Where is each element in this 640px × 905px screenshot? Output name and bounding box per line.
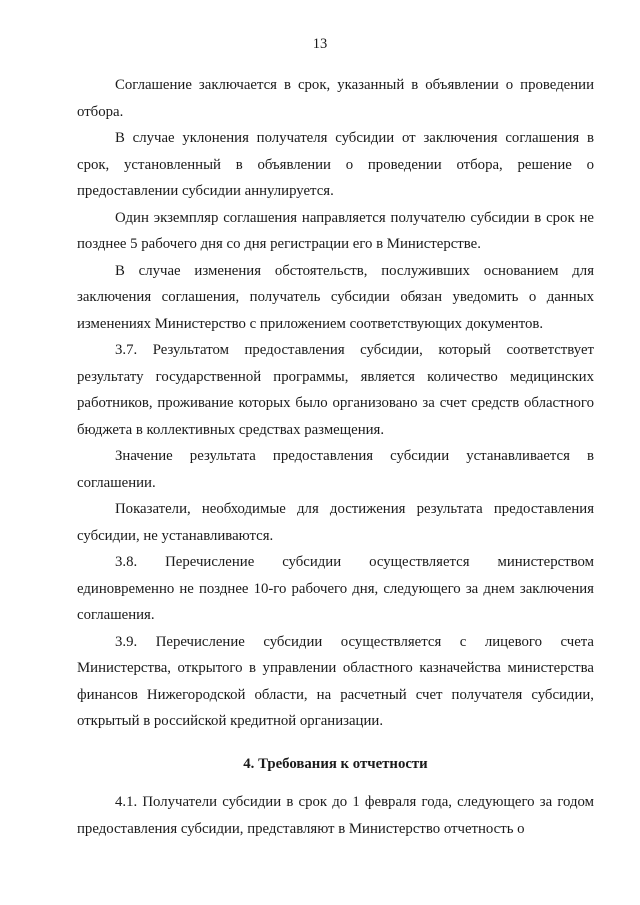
paragraph: 3.8. Перечисление субсидии осуществляется министерством единовременно не позднее 10-го рабочего дня, следующего за днем заключения соглашения.	[77, 554, 594, 623]
paragraph: 4.1. Получатели субсидии в срок до 1 февраля года, следующего за годом предоставления субсидии, представляют в Министерство отчетность о	[77, 794, 594, 837]
paragraph: Соглашение заключается в срок, указанный в объявлении о проведении отбора.	[77, 77, 594, 120]
paragraph: Показатели, необходимые для достижения результата предоставления субсидии, не устанавливаются.	[77, 501, 594, 544]
paragraph: 3.9. Перечисление субсидии осуществляется с лицевого счета Министерства, открытого в управлении областного казначейства министерства финансов Нижегородской области, на расчетный счет получателя субсидии, открытый в российской кредитной организации.	[77, 633, 594, 729]
paragraph: В случае изменения обстоятельств, послуживших основанием для заключения соглашения, получатель субсидии обязан уведомить о данных изменениях Министерство с приложением соответствующих документов.	[77, 262, 594, 332]
page-number: 13	[312, 36, 328, 52]
paragraph: 3.7. Результатом предоставления субсидии, который соответствует результату государственной программы, является количество медицинских работников, проживание которых было организовано за счет средств областного бюджета в коллективных средствах размещения.	[77, 342, 594, 438]
document-body	[77, 72, 594, 842]
section-heading: 4. Требования к отчетности	[243, 755, 428, 772]
paragraph: В случае уклонения получателя субсидии от заключения соглашения в срок, установленный в объявлении о проведении отбора, решение о предоставлении субсидии аннулируется.	[77, 130, 594, 199]
paragraph: Значение результата предоставления субсидии устанавливается в соглашении.	[77, 448, 594, 491]
paragraph: Один экземпляр соглашения направляется получателю субсидии в срок не позднее 5 рабочего дня со дня регистрации его в Министерстве.	[77, 209, 594, 252]
